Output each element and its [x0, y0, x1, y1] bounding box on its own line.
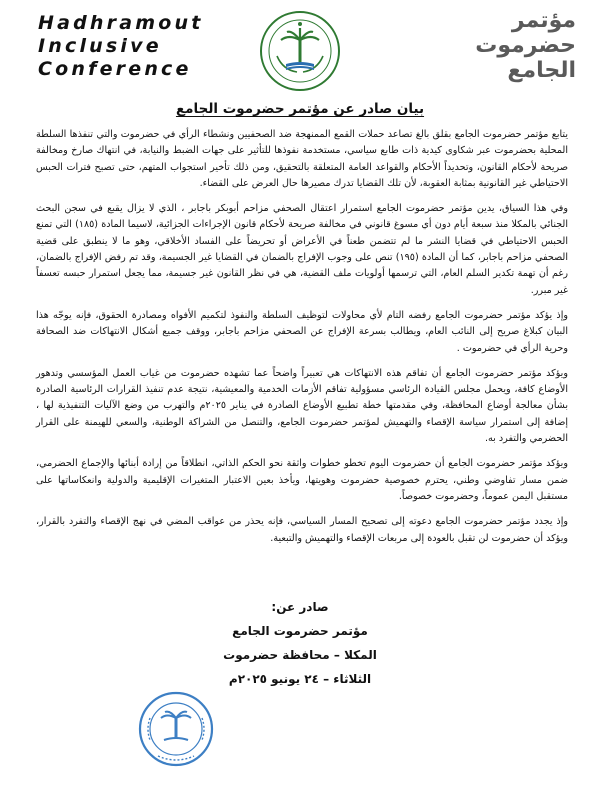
paragraph-5: ويؤكد مؤتمر حضرموت الجامع أن حضرموت اليوم تخطو خطوات واثقة نحو الحكم الذاتي، انطلاقاً من إرادة أبنائها والإجماع الحضرمي، ضمن مسار تفاوضي وطني، يحترم خصوصية حضرموت وهويتها، ويأخذ بعين الاعتبار المتغيرات الإقليمية والدولية وانعكاساتها على مستقبل اليمن عموماً، وحضرموت خصوصاً. [36, 458, 568, 502]
signature-date: الثلاثاء – ٢٤ يونيو ٢٠٢٥م [228, 672, 372, 686]
signature-block [0, 595, 600, 691]
paragraph-4: ويؤكد مؤتمر حضرموت الجامع أن تفاقم هذه الانتهاكات هي تعبيراً واضحاً عما تشهده حضرموت من غياب العمل المؤسسي وتدهور الأوضاع كافة، ويحمل مجلس القيادة الرئاسي مسؤولية تفاقم الأزمات الخدمية والمعيشية، نتيجة عدم تنفيذ القرارات الرئاسية الصادرة بشأن معالجة أوضاع المحافظة، وفي مقدمتها خطة تطبيع الأوضاع الصادرة في يناير ٢٠٢٥م والتهرب من وضع الآليات التنفيذية لها ، إضافة إلى استمرار سياسة الإقصاء والتهميش لمؤتمر حضرموت الجامع، والتنصل من الشراكة الوطنية، والسعي للهيمنة على القرار الحضرمي والتفرد به. [36, 367, 568, 445]
statement-title [0, 100, 600, 118]
english-org-name-line1: Hadhramout [38, 12, 204, 34]
conference-logo-icon [259, 10, 341, 92]
paragraph-2: وفي هذا السياق، يدين مؤتمر حضرموت الجامع استمرار اعتقال الصحفي مزاحم أبوبكر باجابر ، الذي لا يزال يقبع في سجن البحث الجنائي بالمكلا منذ سبعة أيام دون أي مسوغ قانوني في مخالفة صريحة لأحكام قانون الإجراءات الجزائية، لاسيما المادة (١٨٥) التي تمنع الحبس الاحتياطي في قضايا النشر ما لم تتضمن طعناً في الأعراض أو تحريضاً على الفساد الأخلاقي، وهو ما لا ينطبق على قضية الصحفي مزاحم باجابر، كما أن المادة (١٩٥) تنص على وجوب الإفراج بالضمان في القضايا غير الجسيمة، وقد تم رفض الإفراج بالضمان، رغم أن تهمة تكدير السلم العام، التي ترسمها أولويات ملف القضية، هي في نظر القانون غير جسيمة، مما يجعل استمرار حبسه تعسفاً غير مبرر. [36, 203, 569, 296]
arabic-org-name-line2: حضرموت [475, 33, 576, 58]
paragraph-1: يتابع مؤتمر حضرموت الجامع بقلق بالغ تصاعد حملات القمع الممنهجة ضد الصحفيين ونشطاء الرأي في حضرموت والتي تنفذها السلطة المحلية بحضرموت عبر شكاوى كيدية ذات طابع سياسي، مستخدمة نفوذها للتأثير على جهات الضبط والنيابة، في انتهاك صارخ ومخالفة صريحة لأحكام القانون، وتحديداً الأحكام والقواعد العامة المتعلقة بالتحقيق، ومن ذلك تأخير استجواب المتهم، حتى تصبح فترات الحبس الاحتياطي غير القانونية بمثابة العقوبة، لأن تلك القضايا تدرك مصيرها حال العرض على القضاء. [36, 129, 568, 189]
paragraph-3: وإذ يؤكد مؤتمر حضرموت الجامع رفضه التام لأي محاولات لتوظيف السلطة والنفوذ لتكميم الأفواه ومصادرة الحقوق، فإنه يوجّه هذا البيان كبلاغ صريح إلى النائب العام، ويطالب بسرعة الإفراج عن الصحفي مزاحم باجابر، ووقف جميع أشكال الانتهاكات ضد الصحافة وحرية الرأي في حضرموت . [36, 309, 568, 354]
arabic-org-name [416, 8, 576, 83]
official-stamp-icon [136, 688, 216, 770]
signature-org: مؤتمر حضرموت الجامع [232, 624, 368, 638]
issued-by-label: صادر عن: [271, 600, 329, 614]
paragraph-6: وإذ يجدد مؤتمر حضرموت الجامع دعوته إلى تصحيح المسار السياسي، فإنه يحذر من عواقب المضي في نهج الإقصاء والتفرد بالقرار، ويؤكد أن حضرموت لن تقبل بالعودة إلى مربعات الإقصاء والتهميش والتبعية. [36, 516, 568, 544]
arabic-org-name-line3: الجامع [507, 58, 576, 83]
statement-title-text: بيان صادر عن مؤتمر حضرموت الجامع [175, 101, 425, 117]
english-org-name-line3: Conference [38, 58, 192, 80]
arabic-org-name-line1: مؤتمر [511, 8, 576, 33]
english-org-name [38, 12, 208, 81]
english-org-name-line2: Inclusive [38, 35, 162, 57]
letterhead [0, 0, 600, 95]
signature-location: المكلا – محافظة حضرموت [223, 648, 377, 662]
statement-body [36, 127, 568, 556]
